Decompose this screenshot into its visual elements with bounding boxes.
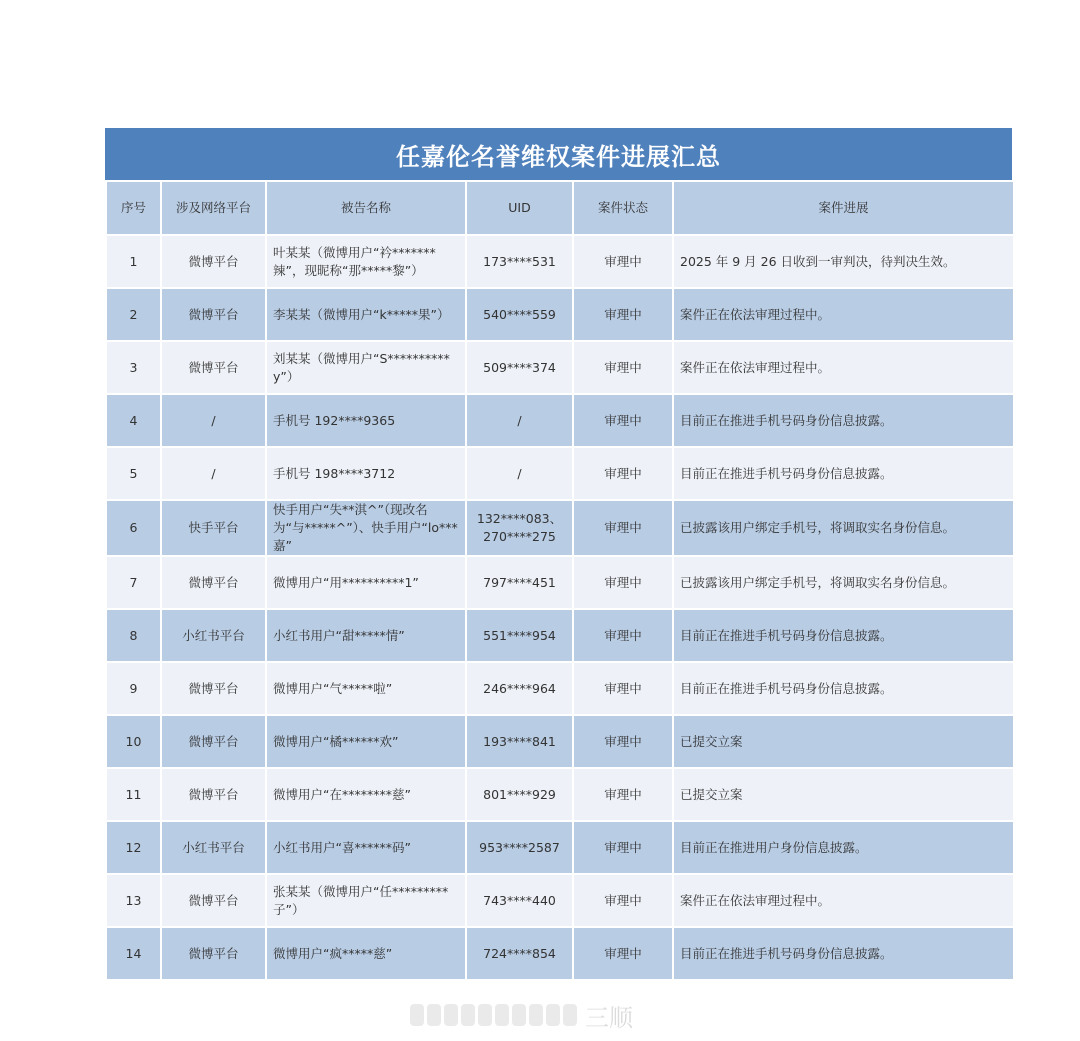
cell-status: 审理中 — [573, 821, 673, 874]
cell-defendant: 手机号 192****9365 — [266, 394, 466, 447]
cell-defendant: 张某某（微博用户“任*********子”） — [266, 874, 466, 927]
cell-no: 11 — [106, 768, 161, 821]
cell-uid: 801****929 — [466, 768, 573, 821]
cell-uid: 193****841 — [466, 715, 573, 768]
watermark — [410, 1000, 680, 1030]
cell-defendant: 叶某某（微博用户“衿*******辣”，现昵称“那*****黎”） — [266, 235, 466, 288]
header-progress: 案件进展 — [673, 181, 1014, 235]
cell-uid: 724****854 — [466, 927, 573, 980]
table-row — [106, 715, 1014, 768]
table-row — [106, 235, 1014, 288]
cell-defendant: 快手用户“失**淇^”（现改名为“与*****^”）、快手用户“lo***嘉” — [266, 500, 466, 556]
cell-defendant: 小红书用户“喜******码” — [266, 821, 466, 874]
cell-no: 13 — [106, 874, 161, 927]
cell-progress: 目前正在推进手机号码身份信息披露。 — [673, 662, 1014, 715]
table-row — [106, 768, 1014, 821]
header-no: 序号 — [106, 181, 161, 235]
cell-platform: 微博平台 — [161, 556, 266, 609]
cell-progress: 目前正在推进手机号码身份信息披露。 — [673, 394, 1014, 447]
cell-status: 审理中 — [573, 662, 673, 715]
cell-platform: 微博平台 — [161, 288, 266, 341]
cell-uid: 797****451 — [466, 556, 573, 609]
cell-platform: 微博平台 — [161, 662, 266, 715]
table-row — [106, 927, 1014, 980]
cell-status: 审理中 — [573, 874, 673, 927]
cell-no: 10 — [106, 715, 161, 768]
cell-status: 审理中 — [573, 927, 673, 980]
cell-uid: 173****531 — [466, 235, 573, 288]
table-row — [106, 556, 1014, 609]
case-table — [105, 180, 1015, 981]
cell-platform: / — [161, 447, 266, 500]
cell-progress: 已披露该用户绑定手机号，将调取实名身份信息。 — [673, 556, 1014, 609]
watermark-text: 三顺 — [585, 1003, 633, 1032]
cell-no: 1 — [106, 235, 161, 288]
watermark-mask-icon — [410, 1004, 577, 1026]
cell-no: 3 — [106, 341, 161, 394]
cell-defendant: 微博用户“疯*****慈” — [266, 927, 466, 980]
cell-no: 8 — [106, 609, 161, 662]
cell-uid: 509****374 — [466, 341, 573, 394]
cell-defendant: 微博用户“气*****啦” — [266, 662, 466, 715]
cell-status: 审理中 — [573, 288, 673, 341]
cell-no: 12 — [106, 821, 161, 874]
cell-platform: 微博平台 — [161, 768, 266, 821]
header-platform: 涉及网络平台 — [161, 181, 266, 235]
cell-uid: 953****2587 — [466, 821, 573, 874]
cell-defendant: 微博用户“橘******欢” — [266, 715, 466, 768]
cell-no: 5 — [106, 447, 161, 500]
cell-progress: 目前正在推进手机号码身份信息披露。 — [673, 927, 1014, 980]
cell-platform: 微博平台 — [161, 341, 266, 394]
table-row — [106, 609, 1014, 662]
cell-status: 审理中 — [573, 394, 673, 447]
header-uid: UID — [466, 181, 573, 235]
header-status: 案件状态 — [573, 181, 673, 235]
cell-progress: 2025 年 9 月 26 日收到一审判决，待判决生效。 — [673, 235, 1014, 288]
cell-defendant: 微博用户“在********慈” — [266, 768, 466, 821]
cell-uid: 743****440 — [466, 874, 573, 927]
table-row — [106, 394, 1014, 447]
cell-progress: 已提交立案 — [673, 715, 1014, 768]
cell-status: 审理中 — [573, 447, 673, 500]
cell-no: 9 — [106, 662, 161, 715]
cell-status: 审理中 — [573, 609, 673, 662]
table-row — [106, 874, 1014, 927]
cell-defendant: 手机号 198****3712 — [266, 447, 466, 500]
header-defendant: 被告名称 — [266, 181, 466, 235]
table-row — [106, 341, 1014, 394]
cell-status: 审理中 — [573, 341, 673, 394]
cell-uid: / — [466, 447, 573, 500]
cell-platform: 快手平台 — [161, 500, 266, 556]
cell-platform: 微博平台 — [161, 927, 266, 980]
cell-no: 6 — [106, 500, 161, 556]
cell-platform: 微博平台 — [161, 715, 266, 768]
cell-progress: 目前正在推进手机号码身份信息披露。 — [673, 447, 1014, 500]
cell-status: 审理中 — [573, 500, 673, 556]
cell-defendant: 小红书用户“甜*****情” — [266, 609, 466, 662]
cell-progress: 案件正在依法审理过程中。 — [673, 288, 1014, 341]
cell-no: 2 — [106, 288, 161, 341]
table-title: 任嘉伦名誉维权案件进展汇总 — [105, 128, 1013, 180]
cell-no: 4 — [106, 394, 161, 447]
cell-status: 审理中 — [573, 715, 673, 768]
table-row — [106, 500, 1014, 556]
cell-uid: 132****083、270****275 — [466, 500, 573, 556]
cell-no: 7 — [106, 556, 161, 609]
cell-platform: 微博平台 — [161, 235, 266, 288]
cell-platform: 微博平台 — [161, 874, 266, 927]
cell-progress: 目前正在推进用户身份信息披露。 — [673, 821, 1014, 874]
cell-no: 14 — [106, 927, 161, 980]
table-row — [106, 447, 1014, 500]
cell-progress: 案件正在依法审理过程中。 — [673, 341, 1014, 394]
cell-uid: 551****954 — [466, 609, 573, 662]
table-row — [106, 662, 1014, 715]
cell-uid: 540****559 — [466, 288, 573, 341]
table-row — [106, 288, 1014, 341]
cell-defendant: 微博用户“用**********1” — [266, 556, 466, 609]
cell-defendant: 李某某（微博用户“k*****果”） — [266, 288, 466, 341]
table-row — [106, 821, 1014, 874]
header-row — [106, 181, 1014, 235]
cell-progress: 已提交立案 — [673, 768, 1014, 821]
cell-uid: / — [466, 394, 573, 447]
case-progress-sheet — [105, 128, 1013, 981]
cell-status: 审理中 — [573, 768, 673, 821]
cell-platform: 小红书平台 — [161, 609, 266, 662]
table-body — [106, 235, 1014, 980]
cell-progress: 已披露该用户绑定手机号，将调取实名身份信息。 — [673, 500, 1014, 556]
cell-progress: 案件正在依法审理过程中。 — [673, 874, 1014, 927]
cell-status: 审理中 — [573, 556, 673, 609]
cell-progress: 目前正在推进手机号码身份信息披露。 — [673, 609, 1014, 662]
cell-platform: / — [161, 394, 266, 447]
cell-uid: 246****964 — [466, 662, 573, 715]
cell-platform: 小红书平台 — [161, 821, 266, 874]
cell-defendant: 刘某某（微博用户“S**********y”） — [266, 341, 466, 394]
cell-status: 审理中 — [573, 235, 673, 288]
